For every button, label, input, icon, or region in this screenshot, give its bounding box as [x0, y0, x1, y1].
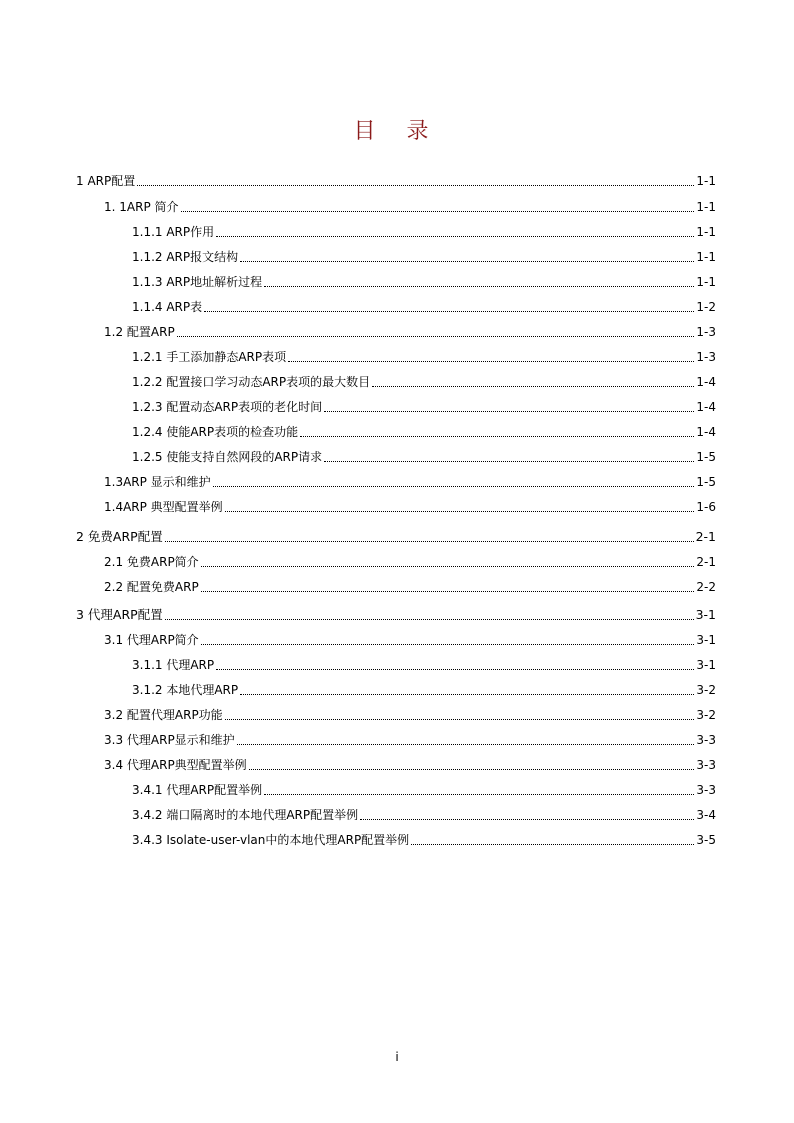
toc-entry-text: 3.4.2 端口隔离时的本地代理ARP配置举例	[132, 808, 359, 822]
toc-leader-dots	[225, 511, 695, 512]
toc-entry[interactable]	[132, 248, 716, 266]
toc-leader-dots	[137, 185, 694, 186]
toc-entry-text: 1.2.5 使能支持自然网段的ARP请求	[132, 450, 323, 464]
toc-entry-page: 1-1	[696, 225, 716, 239]
toc-entry-page: 3-1	[696, 633, 716, 647]
toc-entry-text: 3.4.3 Isolate-user-vlan中的本地代理ARP配置举例	[132, 833, 410, 847]
toc-entry[interactable]	[132, 831, 716, 849]
toc-entry-text: 1.3ARP 显示和维护	[104, 475, 211, 489]
toc-leader-dots	[201, 591, 695, 592]
toc-leader-dots	[300, 436, 694, 437]
toc-entry[interactable]	[104, 498, 716, 516]
toc-leader-dots	[411, 844, 694, 845]
toc-entry-page: 3-3	[696, 783, 716, 797]
toc-entry-page: 1-2	[696, 300, 716, 314]
toc-entry-page: 1-3	[696, 350, 716, 364]
toc-entry-page: 1-6	[696, 500, 716, 514]
toc-entry-page: 1-5	[696, 450, 716, 464]
toc-entry-text: 1 ARP配置	[76, 174, 136, 188]
toc-leader-dots	[177, 336, 695, 337]
toc-leader-dots	[324, 411, 694, 412]
toc-leader-dots	[213, 486, 695, 487]
toc-entry[interactable]	[132, 781, 716, 799]
toc-entry[interactable]	[104, 631, 716, 649]
toc-entry-page: 1-4	[696, 425, 716, 439]
toc-entry-page: 1-4	[696, 375, 716, 389]
toc-leader-dots	[181, 211, 695, 212]
toc-entry-text: 3.1 代理ARP简介	[104, 633, 199, 647]
toc-entry[interactable]	[104, 553, 716, 571]
toc-entry-page: 3-2	[696, 708, 716, 722]
toc-entry-page: 3-3	[696, 758, 716, 772]
toc-entry-page: 1-1	[696, 174, 716, 188]
toc-entry-text: 3.2 配置代理ARP功能	[104, 708, 223, 722]
toc-entry-text: 3.4 代理ARP典型配置举例	[104, 758, 247, 772]
toc-entry-page: 3-1	[695, 607, 716, 622]
toc-leader-dots	[201, 644, 695, 645]
toc-entry[interactable]	[132, 223, 716, 241]
toc-entry-text: 3.1.1 代理ARP	[132, 658, 215, 672]
toc-leader-dots	[360, 819, 694, 820]
toc-entry[interactable]	[132, 656, 716, 674]
toc-entry-page: 1-1	[696, 200, 716, 214]
footer-page-number: i	[395, 1050, 399, 1064]
toc-leader-dots	[264, 286, 694, 287]
toc-entry[interactable]	[76, 606, 716, 624]
toc-entry-page: 3-3	[696, 733, 716, 747]
toc-entry[interactable]	[132, 806, 716, 824]
toc-entry[interactable]	[132, 298, 716, 316]
toc-entry-text: 1.4ARP 典型配置举例	[104, 500, 223, 514]
toc-leader-dots	[204, 311, 694, 312]
toc-leader-dots	[216, 236, 694, 237]
toc-leader-dots	[201, 566, 695, 567]
toc-entry-page: 1-3	[696, 325, 716, 339]
toc-entry-page: 1-4	[696, 400, 716, 414]
toc-entry-text: 1.2.2 配置接口学习动态ARP表项的最大数目	[132, 375, 371, 389]
toc-entry-page: 1-5	[696, 475, 716, 489]
toc-entry-page: 2-1	[696, 555, 716, 569]
toc-entry[interactable]	[132, 348, 716, 366]
toc-entry-page: 3-2	[696, 683, 716, 697]
toc-leader-dots	[288, 361, 694, 362]
toc-entry-page: 2-2	[696, 580, 716, 594]
toc-entry[interactable]	[132, 681, 716, 699]
toc-entry-text: 1.2.3 配置动态ARP表项的老化时间	[132, 400, 323, 414]
toc-entry-text: 2.2 配置免费ARP	[104, 580, 199, 594]
toc-entry-text: 3 代理ARP配置	[76, 607, 163, 622]
toc-entry-page: 3-4	[696, 808, 716, 822]
toc-entry[interactable]	[104, 323, 716, 341]
toc-entry-text: 1.1.4 ARP表	[132, 300, 203, 314]
toc-entry-page: 1-1	[696, 275, 716, 289]
toc-entry[interactable]	[104, 756, 716, 774]
toc-entry-text: 1.2.4 使能ARP表项的检查功能	[132, 425, 299, 439]
toc-entry[interactable]	[132, 423, 716, 441]
toc-entry-page: 3-1	[696, 658, 716, 672]
toc-entry[interactable]	[104, 731, 716, 749]
toc-entry[interactable]	[104, 198, 716, 216]
toc-leader-dots	[264, 794, 694, 795]
toc-leader-dots	[372, 386, 694, 387]
toc-leader-dots	[240, 694, 694, 695]
toc-entry[interactable]	[132, 373, 716, 391]
toc-entry[interactable]	[132, 448, 716, 466]
toc-entry-text: 1. 1ARP 简介	[104, 200, 179, 214]
toc-leader-dots	[165, 541, 694, 542]
toc-leader-dots	[240, 261, 694, 262]
toc-entry[interactable]	[132, 398, 716, 416]
toc-entry-page: 2-1	[695, 529, 716, 544]
toc-entry[interactable]	[104, 706, 716, 724]
toc-entry-text: 1.1.2 ARP报文结构	[132, 250, 239, 264]
toc-leader-dots	[225, 719, 695, 720]
toc-leader-dots	[216, 669, 694, 670]
toc-entry-text: 1.1.1 ARP作用	[132, 225, 215, 239]
toc-leader-dots	[165, 619, 694, 620]
toc-entry-text: 3.4.1 代理ARP配置举例	[132, 783, 263, 797]
toc-entry-text: 1.1.3 ARP地址解析过程	[132, 275, 263, 289]
toc-entry[interactable]	[132, 273, 716, 291]
toc-leader-dots	[237, 744, 695, 745]
toc-entry-text: 1.2.1 手工添加静态ARP表项	[132, 350, 287, 364]
toc-entry-text: 1.2 配置ARP	[104, 325, 175, 339]
toc-entry[interactable]	[76, 172, 716, 190]
toc-entry-page: 1-1	[696, 250, 716, 264]
toc-entry[interactable]	[104, 473, 716, 491]
toc-entry-text: 2.1 免费ARP简介	[104, 555, 199, 569]
toc-entry[interactable]	[76, 528, 716, 546]
toc-entry-text: 3.1.2 本地代理ARP	[132, 683, 239, 697]
toc-leader-dots	[324, 461, 694, 462]
toc-entry-page: 3-5	[696, 833, 716, 847]
toc-leader-dots	[249, 769, 695, 770]
toc-entry-text: 3.3 代理ARP显示和维护	[104, 733, 235, 747]
page-title: 目 录	[353, 119, 441, 144]
toc-entry-text: 2 免费ARP配置	[76, 529, 163, 544]
toc-entry[interactable]	[104, 578, 716, 596]
